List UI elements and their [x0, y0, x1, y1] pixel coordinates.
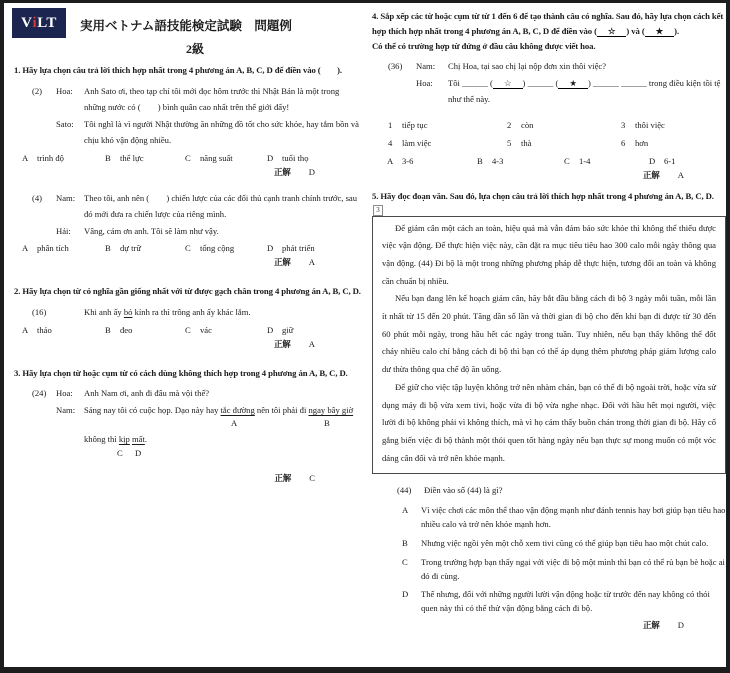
sub-question-prompt: Điền vào số (44) là gì?: [424, 485, 503, 496]
question-3-heading: 3. Hãy lựa chọn từ hoặc cụm từ có cách dùng không thích hợp trong 4 phương án A, B, C, D.: [14, 367, 348, 378]
logo-letter-i: i: [32, 14, 38, 31]
option-text: Vì việc chơi các môn thể thao vận động mạnh như đánh tennis hay bơi giúp bạn tiêu hao nhiều calo và trở nên khỏe mạnh hơn.: [421, 504, 726, 529]
options-row: [14, 325, 361, 335]
option-a: A 3-6: [387, 155, 414, 166]
dialogue-text: Anh Sato ơi, theo tạp chí tôi mới đọc hôm trước thì Nhật Bản là một trong những nước có ( ) bình quân cao nhất trên thế giới đấy!: [84, 85, 340, 113]
speaker-name: Nam:: [56, 404, 76, 415]
dialogue-row: [14, 223, 361, 240]
answer-row: [14, 338, 361, 350]
option-letter: A: [402, 504, 409, 515]
sentence-row: [14, 304, 361, 321]
option-b: B dự trữ: [105, 243, 142, 254]
option-c: [402, 556, 726, 584]
star-blank-black: ★: [645, 27, 675, 38]
dialogue-row: [14, 83, 361, 116]
option-c: C vác: [185, 324, 212, 335]
dialogue-text: Chị Hoa, tại sao chị lại nộp đơn xin thôi việc?: [448, 61, 607, 72]
right-column: [372, 9, 726, 631]
star-blank-white: ☆: [493, 79, 523, 90]
answer-value: A: [308, 338, 315, 349]
option-letter: C: [185, 152, 191, 163]
option-d: [402, 588, 726, 616]
vilt-logo: [12, 8, 66, 38]
option-a: [22, 153, 105, 163]
page-title: 実用ベトナム語技能検定試験 問題例: [80, 19, 292, 33]
question-4: [372, 9, 726, 181]
speaker-name: Hoa:: [416, 77, 433, 88]
question-4-heading: 4. Sắp xếp các từ hoặc cụm từ từ 1 đến 6 để tạo thành câu có nghĩa. Sau đó, hãy lựa chọn cách kết hợp thích hợp nhất trong 4 phương án A, B, C, D để điền vào ( ☆ ) và ( ★ ). Có thể có trường hợp từ đứng ở đầu câu không được viết hoa.: [372, 9, 726, 53]
word-bank-row: [372, 134, 726, 152]
option-letter: D: [267, 152, 274, 163]
dialogue-row: [14, 402, 361, 419]
question-1: [14, 63, 361, 268]
dialogue-row: [14, 385, 361, 402]
document-page: [4, 3, 726, 667]
item-number: (44): [397, 485, 412, 496]
option-letter: C: [402, 556, 408, 567]
option-b: [402, 537, 726, 551]
underlined-word-d: mất: [132, 434, 145, 445]
option-b: B 4-3: [477, 155, 504, 166]
answer-row: [372, 169, 726, 181]
item-number: (24): [32, 388, 47, 399]
dialogue-row: [14, 116, 361, 149]
speaker-name: Hải:: [56, 225, 71, 236]
option-a: A tháo: [22, 324, 52, 335]
question-2: [14, 284, 361, 349]
word-bank-row: [372, 116, 726, 134]
answer-label: 正解: [274, 339, 291, 349]
option-text: Trong trường hợp bạn thấy ngại với việc đi bộ một mình thì bạn có thể rủ bạn bè hoặc ai đó đi cùng.: [421, 556, 725, 581]
underlined-phrase-b: ngay bây giờ: [308, 404, 354, 415]
dialogue-row: [372, 75, 726, 108]
option-a: A phân tích: [22, 243, 69, 254]
answer-value: C: [309, 472, 315, 483]
dialogue-text: Tôi ______ ( ☆ ) ______ ( ★ ) ______ ______ trong điều kiện tồi tệ như thế này.: [448, 77, 721, 105]
sentence-text: Khi anh ấy bỏ kính ra thì trông anh ấy khác lắm.: [84, 307, 251, 318]
speaker-name: Hoa:: [56, 388, 73, 399]
option-label: tuổi thọ: [282, 152, 309, 163]
option-d: D giữ: [267, 324, 294, 335]
passage-paragraph: Để giảm cân một cách an toàn, hiệu quả mà vẫn đảm bảo sức khỏe thì không thể thiếu được việc vận động. Để thực hiện việc này, cần đặt ra mục tiêu tiêu hao 300 calo mỗi ngày thông qua vận động. (44) Đi bộ là một trong những phương pháp dễ thực hiện, tương đối an toàn và không cần chuẩn bị nhiều.: [382, 222, 716, 286]
question-1-heading: 1. Hãy lựa chọn câu trả lời thích hợp nhất trong 4 phương án A, B, C, D để điền vào ( ).: [14, 65, 342, 75]
dialogue-row: [372, 58, 726, 75]
answer-label: 正解: [274, 258, 291, 268]
word-item: 4 làm việc: [388, 138, 432, 149]
marker-b: B: [324, 418, 330, 429]
answer-value: A: [308, 257, 315, 268]
option-c: C tổng cộng: [185, 243, 235, 254]
underlined-phrase-a: tắc đường: [220, 404, 255, 415]
item-number: (16): [32, 307, 47, 318]
option-c: [185, 153, 267, 163]
logo-letter-v: V: [21, 14, 33, 31]
option-d: D 6-1: [649, 155, 676, 166]
dialogue-text: Anh Nam ơi, anh đi đâu mà vội thế?: [84, 388, 210, 399]
heading-note: Có thể có trường hợp từ đứng ở đầu câu không được viết hoa.: [372, 40, 596, 51]
option-letter: D: [402, 589, 409, 600]
page-marker: 3: [373, 205, 383, 216]
speaker-name: Sato:: [56, 118, 74, 129]
dialogue-row: [14, 190, 361, 223]
logo-letters-lt: LT: [37, 14, 57, 31]
question-5: [372, 189, 726, 632]
left-column: [14, 63, 361, 484]
answer-row: [14, 166, 361, 178]
dialogue-text: Vâng, cám ơn anh. Tôi sẽ làm như vậy.: [84, 225, 219, 236]
options-row: [372, 156, 726, 166]
option-label: thể lực: [120, 152, 144, 163]
option-label: năng suất: [200, 152, 233, 163]
answer-label: 正解: [643, 170, 660, 180]
option-letter: B: [402, 537, 408, 548]
marker-row: [84, 448, 361, 461]
option-text: Thế nhưng, đối với những người lười vận động hoặc từ trước đến nay không có thói quen này thì có thể thử vận động bằng cách đi bộ.: [421, 589, 710, 614]
answer-row: [14, 472, 361, 484]
dialogue-text: Sáng nay tôi có cuộc họp. Dạo này hay tắc đường nên tôi phải đi ngay bây giờ: [84, 404, 354, 415]
star-blank-white: ☆: [597, 27, 627, 38]
passage-paragraph: Để giữ cho việc tập luyện không trở nên nhàm chán, bạn có thể đi bộ ngoài trời, hoặc vừa sử dụng máy đi bộ vừa xem tivi, hoặc vừa đi bộ vừa nghe nhạc. Đối với hầu hết mọi người, việc lười đi bộ không phải vì không thích, mà vì họ cảm thấy buồn chán trong thời gian đi bộ. Hãy cố gắng biến việc đi bộ thành một thói quen tốt hàng ngày nếu bạn thực sự mong muốn có một vóc dáng cân đối và trở nên khỏe mạnh.: [382, 381, 716, 463]
item-number: (4): [32, 192, 43, 203]
dialogue-text: không thì kịp mất.: [84, 434, 148, 445]
level-label: 2級: [185, 42, 204, 56]
option-letter: B: [105, 152, 111, 163]
option-c: C 1-4: [564, 155, 591, 166]
speaker-name: Nam:: [56, 192, 76, 203]
dialogue-text: Tôi nghĩ là vì người Nhật thường ăn những đồ tốt cho sức khỏe, hay tắm bồn và chịu khó vận động nhiều.: [84, 118, 359, 146]
item-number: (2): [32, 85, 43, 96]
passage-paragraph: Nếu bạn đang lên kế hoạch giảm cân, hãy bắt đầu bằng cách đi bộ 3 ngày mỗi tuần, mỗi lần ít nhất từ 15 đến 20 phút. Tăng dần số lần và thời gian đi bộ cho đến khi bạn đi được từ 30 đến 60 phút mỗi ngày, trong hầu hết các ngày trong tuần. Tuy nhiên, nếu bạn thấy không thể đốt cháy nhiều calo chỉ bằng cách đi bộ thì bạn có thể áp dụng thêm phương pháp giảm lượng calo dư thừa thông qua chế độ ăn uống.: [382, 293, 716, 375]
passage-box: [372, 216, 726, 475]
marker-c: C: [117, 447, 123, 458]
marker-row: [84, 418, 361, 431]
question-2-heading: 2. Hãy lựa chọn từ có nghĩa gần giống nhất với từ được gạch chân trong 4 phương án A, B, C, D.: [14, 286, 361, 297]
speaker-name: Hoa:: [56, 85, 73, 96]
star-blank-black: ★: [558, 79, 588, 90]
answer-row: [372, 619, 726, 631]
option-label: trình độ: [37, 152, 64, 163]
speaker-name: Nam:: [416, 61, 436, 72]
marker-d: D: [135, 447, 142, 458]
sub-question-44: [372, 483, 726, 498]
answer-label: 正解: [643, 621, 660, 631]
word-item: 5 thà: [507, 138, 532, 149]
word-item: 3 thôi việc: [621, 119, 665, 130]
option-a: [402, 504, 726, 532]
answer-value: A: [677, 169, 684, 180]
option-text: Nhưng việc ngồi yên một chỗ xem tivi cũng có thể giúp bạn tiêu hao một chút calo.: [421, 537, 709, 548]
answer-value: D: [308, 166, 315, 177]
option-letter: A: [22, 152, 29, 163]
answer-label: 正解: [274, 167, 291, 177]
question-5-heading: 5. Hãy đọc đoạn văn. Sau đó, lựa chọn câu trả lời thích hợp nhất trong 4 phương án A, B, C, D.: [372, 190, 714, 201]
options-row: [14, 243, 361, 253]
answer-value: D: [677, 620, 684, 631]
options-row: [14, 153, 361, 163]
answer-label: 正解: [274, 473, 292, 483]
option-b: [105, 153, 185, 163]
word-item: 1 tiếp tục: [388, 119, 428, 130]
dialogue-text: Theo tôi, anh nên ( ) chiến lược của các đối thủ cạnh tranh chính trước, sau đó mới đưa ra chiến lược của riêng mình.: [84, 192, 358, 220]
underlined-word-c: kịp: [118, 434, 130, 445]
question-3: [14, 366, 361, 484]
underlined-word: bỏ: [123, 307, 133, 318]
option-d: D phát triển: [267, 243, 315, 254]
word-item: 6 hơn: [621, 138, 649, 149]
option-d: [267, 153, 361, 163]
word-item: 2 còn: [507, 119, 534, 130]
item-number: (36): [388, 61, 403, 72]
marker-a: A: [231, 418, 238, 429]
option-b: B đeo: [105, 324, 133, 335]
answer-row: [14, 256, 361, 268]
dialogue-row: [14, 431, 361, 448]
